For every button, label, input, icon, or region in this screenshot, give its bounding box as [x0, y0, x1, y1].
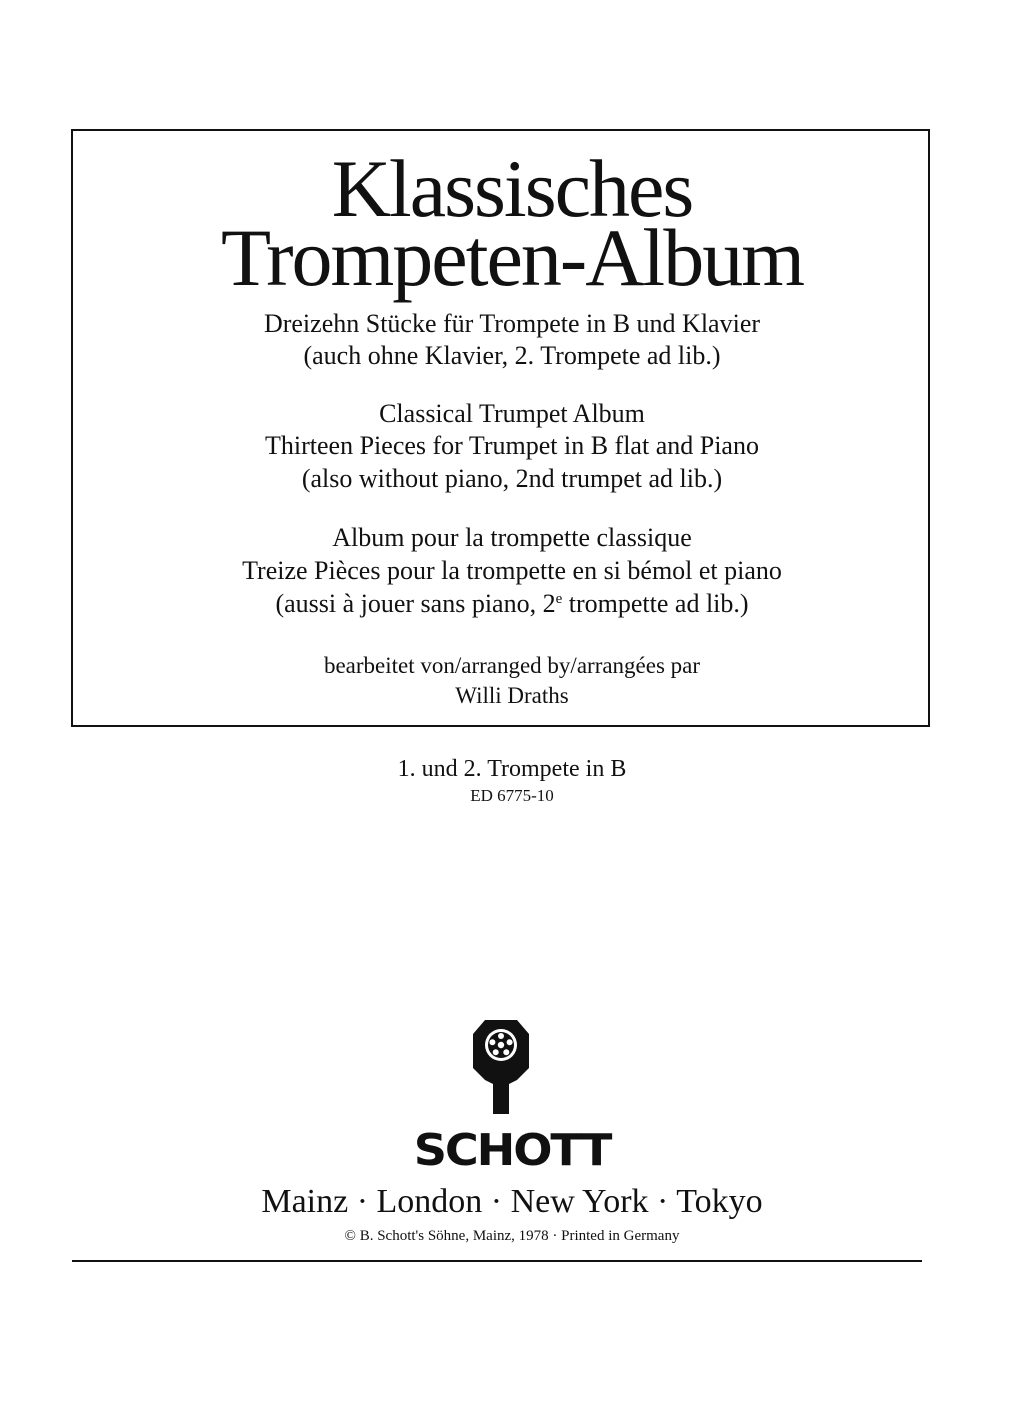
- edition-number: ED 6775-10: [470, 786, 554, 805]
- german-subtitle-line-1: Dreizehn Stücke für Trompete in B und Klavier: [263, 309, 761, 338]
- english-subtitle-line-2: (also without piano, 2nd trumpet ad lib.): [301, 464, 723, 493]
- french-line-start: (aussi à jouer sans piano, 2: [275, 589, 556, 618]
- edition-title: 1. und 2. Trompete in B: [397, 756, 627, 782]
- french-title: Album pour la trompette classique: [332, 523, 692, 552]
- ordinal-superscript: e: [555, 591, 563, 607]
- english-subtitle-line-1: Thirteen Pieces for Trumpet in B flat and Piano: [265, 431, 759, 460]
- german-subtitle-line-2: (auch ohne Klavier, 2. Trompete ad lib.): [303, 341, 721, 370]
- publisher-name: SCHOTT: [413, 1125, 611, 1176]
- main-title-line-1: Klassisches: [331, 143, 693, 234]
- french-subtitle-line-2: [0, 588, 1024, 620]
- french-line-end: trompette ad lib.): [562, 589, 749, 618]
- bottom-rule: [72, 1260, 922, 1262]
- schott-logo-icon: [471, 1018, 531, 1118]
- publisher-cities: Mainz · London · New York · Tokyo: [261, 1183, 763, 1220]
- arranger-name: Willi Draths: [455, 683, 569, 708]
- copyright-notice: © B. Schott's Söhne, Mainz, 1978 · Printed in Germany: [344, 1228, 680, 1244]
- arranger-label: bearbeitet von/arranged by/arrangées par: [323, 653, 701, 678]
- main-title-line-2: Trompeten-Album: [221, 212, 803, 303]
- french-subtitle-line-1: Treize Pièces pour la trompette en si bémol et piano: [242, 556, 782, 585]
- english-title: Classical Trumpet Album: [379, 399, 645, 428]
